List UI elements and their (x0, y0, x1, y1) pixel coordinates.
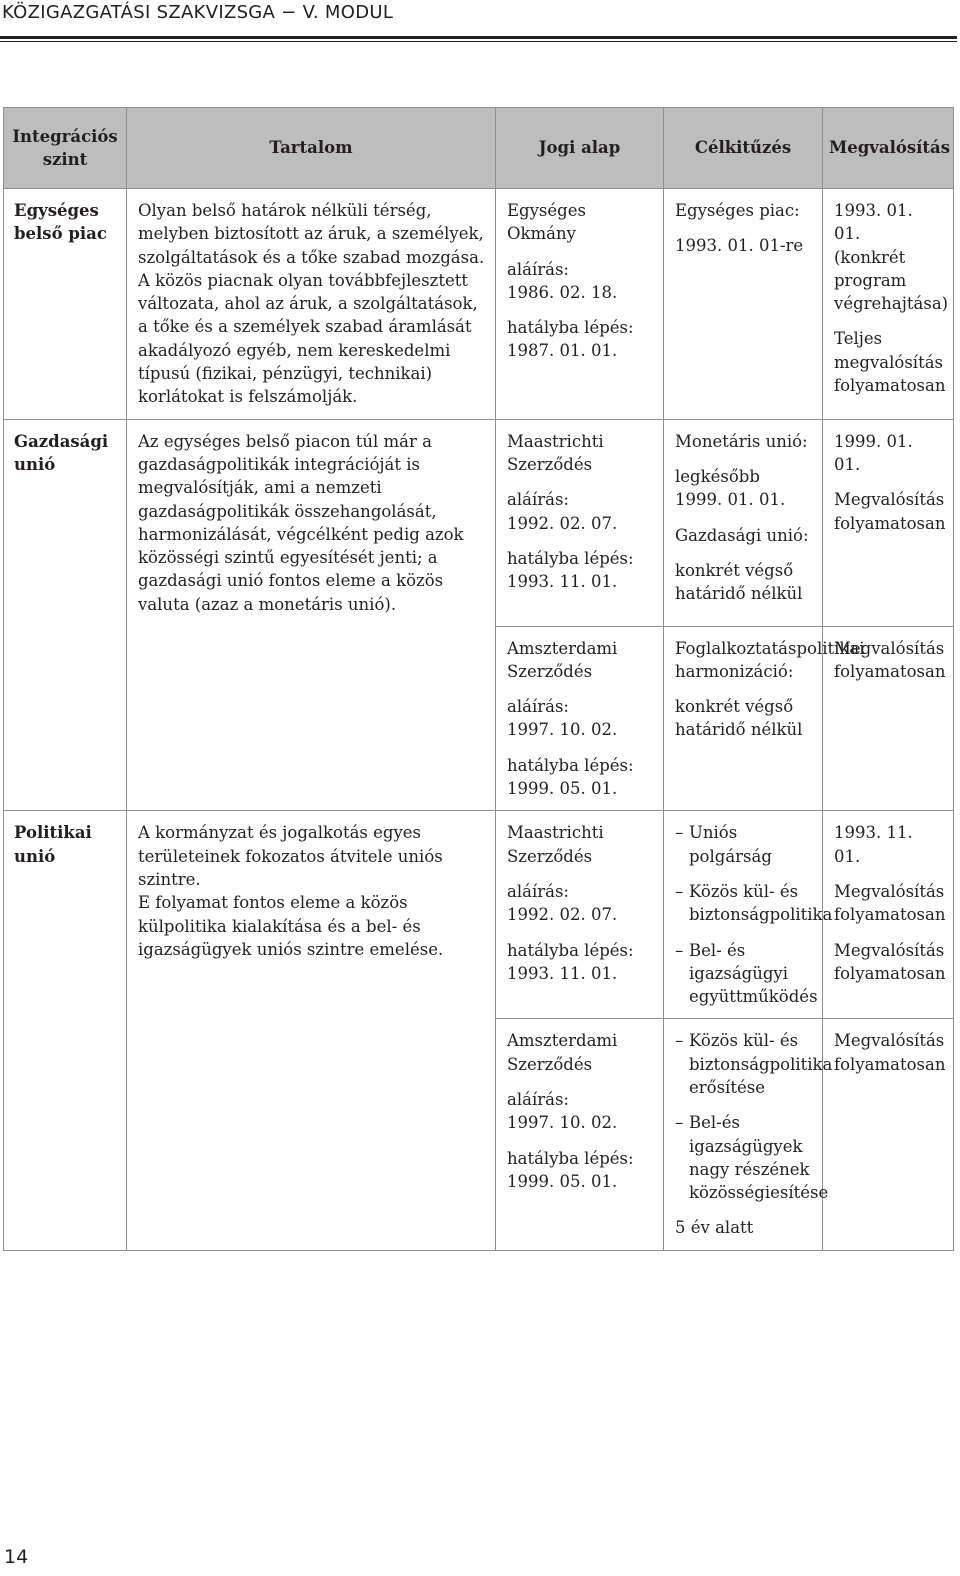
level-cell-continued (4, 1019, 127, 1250)
goal-deadline: konkrét végső határidő nélkül (675, 560, 803, 604)
table-row (4, 626, 954, 811)
entry-into-force-label: hatályba lépés: (507, 940, 634, 960)
goal-text: Egységes piac: (675, 201, 800, 220)
column-header-level: Integrációs szint (4, 108, 127, 189)
running-header: KÖZIGAZGATÁSI SZAKVIZSGA − V. MODUL (2, 2, 394, 23)
content-cell: Az egységes belső piacon túl már a gazdaságpolitikák integrációját is megvalósítják, ami a nemzeti gazdaságpolitikák összehangolását, harmonizálását, végcélként pedig azok közösségi szintű egyesítését jenti; a gazdasági unió fontos eleme a közös valuta (azaz a monetáris unió). (127, 419, 496, 626)
entry-into-force-date: 1993. 11. 01. (507, 963, 618, 983)
treaty-name: Maastrichti Szerződés (507, 431, 604, 474)
goal-list-item: – Bel- és igazságügyi együttműködés (675, 939, 812, 1009)
signature-label: aláírás: (507, 490, 569, 510)
goal-list-item: – Közös kül- és biztonságpolitika (675, 880, 812, 927)
goal-date: 1993. 01. 01-re (675, 236, 804, 256)
implementation-note: (konkrét program végrehajtása) (834, 247, 949, 314)
goal-cell (664, 419, 823, 626)
implementation-date: 1993. 01. 01. (834, 201, 913, 244)
legal-basis-cell (496, 1019, 664, 1250)
goal-cell (664, 1019, 833, 1250)
treaty-name: Amszterdami Szerződés (507, 638, 618, 681)
header-rule-thick (0, 36, 957, 39)
table-row (4, 189, 954, 420)
legal-basis-cell (496, 189, 664, 420)
table-row (4, 1019, 954, 1250)
table-row (4, 419, 954, 626)
column-header-implementation: Megvalósítás (823, 108, 954, 189)
page-number: 14 (4, 1546, 29, 1568)
treaty-name: Egységes Okmány (507, 201, 586, 244)
table-header-row (4, 108, 954, 189)
treaty-name: Maastrichti Szerződés (507, 823, 604, 866)
integration-levels-table (3, 107, 954, 1251)
goal-cell (664, 189, 823, 420)
content-cell-continued (127, 1019, 496, 1250)
goal-list-item: – Bel-és igazságügyek nagy részének közösségiesítése (675, 1111, 812, 1204)
implementation-cell (823, 811, 954, 1019)
implementation-cell (823, 419, 954, 626)
implementation-status: Megvalósítás folyamatosan (834, 638, 946, 681)
content-cell (127, 811, 496, 1019)
implementation-cell (823, 626, 954, 811)
implementation-status: Megvalósítás folyamatosan (834, 881, 946, 925)
content-cell: Olyan belső határok nélküli térség, melyben biztosított az áruk, a személyek, szolgáltatások és a tőke szabad mozgása. A közös piacnak olyan továbbfejlesztett változata, ahol az áruk, a szolgáltatások, a tőke és a személyek szabad áramlását akadályozó egyéb, nem kereskedelmi típusú (fizikai, pénzügyi, technikai) korlátokat is felszámolják. (127, 189, 496, 420)
signature-label: aláírás: (507, 259, 569, 279)
implementation-status: Megvalósítás folyamatosan (834, 1031, 946, 1074)
entry-into-force-date: 1999. 05. 01. (507, 1171, 618, 1191)
entry-into-force-date: 1993. 11. 01. (507, 572, 618, 592)
goal-date: 1999. 01. 01. (675, 490, 786, 510)
entry-into-force-date: 1999. 05. 01. (507, 779, 618, 799)
implementation-date: 1999. 01. 01. (834, 431, 913, 474)
column-header-content: Tartalom (127, 108, 496, 189)
level-cell: Politikai unió (4, 811, 127, 1019)
signature-date: 1997. 10. 02. (507, 1113, 618, 1133)
column-header-legal-basis: Jogi alap (496, 108, 664, 189)
header-rule-thin (0, 41, 957, 42)
entry-into-force-date: 1987. 01. 01. (507, 341, 618, 361)
content-cell-continued (127, 626, 496, 811)
implementation-status: Teljes megvalósítás folyamatosan (834, 329, 946, 396)
content-paragraph: A kormányzat és jogalkotás egyes területeinek fokozatos átvitele uniós szintre. (138, 823, 443, 889)
goal-deadline-label: legkésőbb (675, 466, 760, 486)
goal-list (675, 821, 833, 1008)
goal-deadline: konkrét végső határidő nélkül (675, 697, 803, 740)
goal-cell (664, 811, 833, 1019)
signature-date: 1997. 10. 02. (507, 720, 618, 740)
implementation-cell (823, 189, 954, 420)
entry-into-force-label: hatályba lépés: (507, 548, 634, 568)
level-cell: Gazdasági unió (4, 419, 127, 626)
signature-date: 1992. 02. 07. (507, 513, 618, 533)
implementation-status: Megvalósítás folyamatosan (834, 940, 946, 983)
signature-label: aláírás: (507, 1090, 569, 1109)
implementation-cell (823, 1019, 954, 1250)
goal-cell (664, 626, 865, 811)
legal-basis-cell (496, 626, 664, 811)
goal-label: Gazdasági unió: (675, 525, 809, 545)
entry-into-force-label: hatályba lépés: (507, 318, 634, 338)
goal-timeframe: 5 év alatt (675, 1218, 754, 1238)
signature-date: 1992. 02. 07. (507, 905, 618, 925)
legal-basis-cell (496, 419, 664, 626)
entry-into-force-label: hatályba lépés: (507, 755, 634, 775)
signature-date: 1986. 02. 18. (507, 282, 618, 302)
signature-label: aláírás: (507, 697, 569, 717)
treaty-name: Amszterdami Szerződés (507, 1031, 618, 1074)
table-row (4, 811, 954, 1019)
level-cell-continued (4, 626, 127, 811)
goal-label: Monetáris unió: (675, 431, 808, 451)
level-cell: Egységes belső piac (4, 189, 127, 420)
column-header-goal: Célkitűzés (664, 108, 823, 189)
goal-list-item: – Uniós polgárság (675, 821, 812, 868)
goal-label: Foglalkoztatáspolitikai harmonizáció: (675, 638, 865, 681)
implementation-date: 1993. 11. 01. (834, 823, 913, 866)
content-paragraph: E folyamat fontos eleme a közös külpolitika kialakítása és a bel- és igazságügyek uniós szintre emelése. (138, 893, 444, 959)
entry-into-force-label: hatályba lépés: (507, 1148, 634, 1168)
signature-label: aláírás: (507, 881, 569, 901)
legal-basis-cell (496, 811, 664, 1019)
implementation-status: Megvalósítás folyamatosan (834, 490, 946, 533)
goal-list-item: – Közös kül- és biztonságpolitika erősítése (675, 1029, 812, 1099)
goal-list (675, 1029, 833, 1204)
